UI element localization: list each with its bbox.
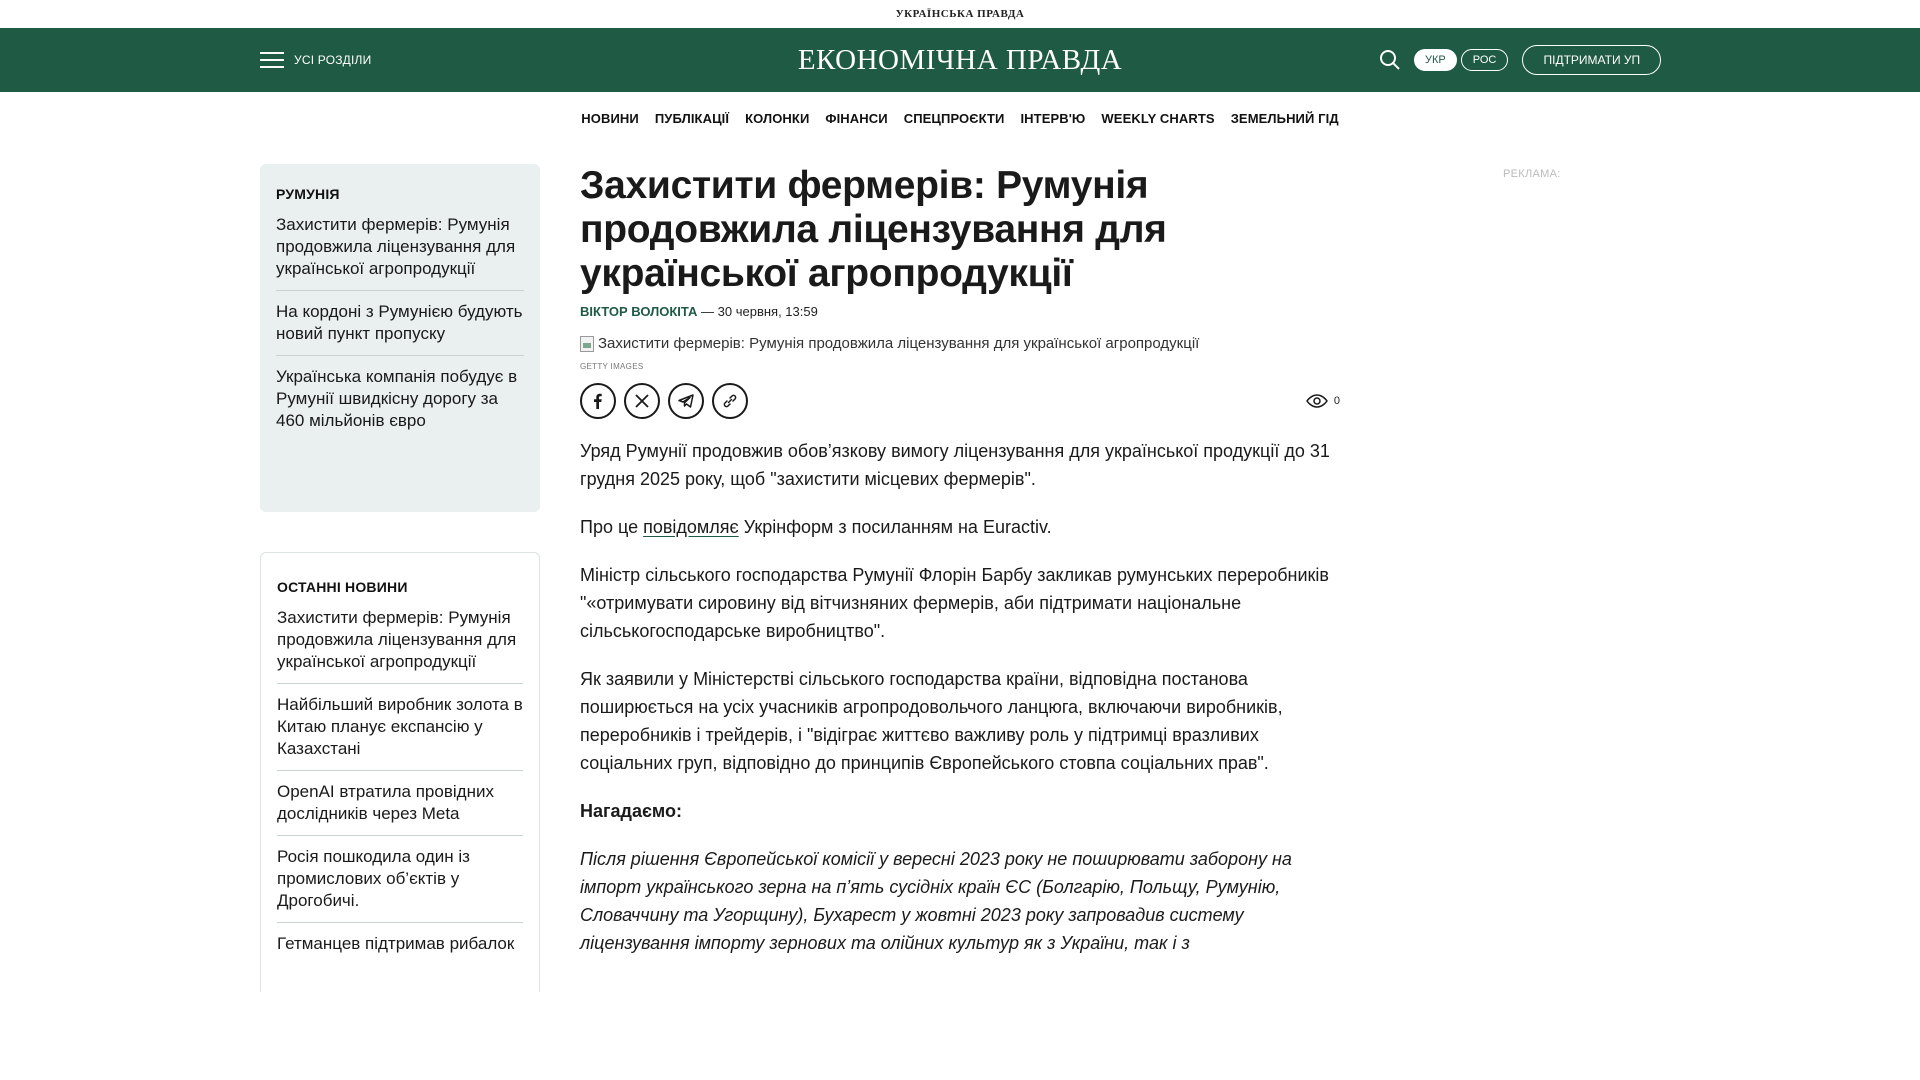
lang-ros[interactable]: РОС xyxy=(1461,49,1509,71)
list-item[interactable]: Росія пошкодила один із промислових об’єктів у Дрогобичі. xyxy=(277,836,523,923)
list-item[interactable]: Гетманцев підтримав рибалок xyxy=(277,934,515,953)
list-item[interactable]: На кордоні з Румунією будують новий пункт пропуску xyxy=(276,291,524,356)
article-meta xyxy=(580,304,1340,319)
support-button[interactable]: ПІДТРИМАТИ УП xyxy=(1522,45,1661,75)
nav-item-special-projects[interactable]: СПЕЦПРОЄКТИ xyxy=(903,110,1005,126)
paragraph xyxy=(580,513,1340,541)
facebook-icon xyxy=(590,393,606,409)
header-actions xyxy=(1378,28,1661,92)
latest-news-box xyxy=(260,552,540,992)
list-item[interactable]: OpenAI втратила провідних дослідників через Meta xyxy=(277,771,523,836)
main-nav xyxy=(0,97,1920,139)
lang-ukr[interactable]: УКР xyxy=(1414,49,1457,71)
views-counter xyxy=(1306,383,1340,419)
telegram-share-button[interactable] xyxy=(668,383,704,419)
site-header xyxy=(0,28,1920,92)
up-logo[interactable]: УКРАЇНСЬКА ПРАВДА xyxy=(895,8,1025,20)
search-icon[interactable] xyxy=(1378,48,1402,72)
list-item[interactable]: Найбільший виробник золота в Китаю планує експансію у Казахстані xyxy=(277,684,523,771)
source-link[interactable]: повідомляє xyxy=(643,517,739,537)
hamburger-icon xyxy=(260,52,284,68)
all-sections-label: УСІ РОЗДІЛИ xyxy=(294,53,372,67)
x-icon xyxy=(634,393,650,409)
x-share-button[interactable] xyxy=(624,383,660,419)
list-item[interactable]: Українська компанія побудує в Румунії швидкісну дорогу за 460 мільйонів євро xyxy=(276,367,518,430)
views-count: 0 xyxy=(1333,395,1340,407)
top-bar xyxy=(0,0,1920,28)
all-sections-button[interactable] xyxy=(260,28,371,92)
nav-item-interview[interactable]: ІНТЕРВ'Ю xyxy=(1020,110,1086,126)
broken-image-icon xyxy=(580,336,594,352)
latest-news-list xyxy=(277,607,523,965)
paragraph: Після рішення Європейської комісії у вересні 2023 року не поширювати заборону на імпорт українського зерна на п’ять сусідніх країн ЄС (Болгарію, Польщу, Румунію, Словаччину та Угорщину), Бухарест у жовтні 2023 року запровадив систему ліцензування імпорту зернових та олійних культур як з України, так і з xyxy=(580,849,1292,953)
article-body xyxy=(580,437,1340,957)
eye-icon xyxy=(1306,394,1328,408)
paragraph: Уряд Румунії продовжив обов’язкову вимогу ліцензування для української продукції до 31 грудня 2025 року, щоб "захистити місцевих фермерів". xyxy=(580,441,1330,489)
paragraph-text: Укрінформ з посиланням на Euractiv. xyxy=(738,517,1052,537)
link-icon xyxy=(721,392,739,410)
nav-item-publications[interactable]: ПУБЛІКАЦІЇ xyxy=(654,110,730,126)
nav-item-news[interactable]: НОВИНИ xyxy=(581,110,639,126)
tag-box-title[interactable]: РУМУНІЯ xyxy=(276,186,340,202)
paragraph: Міністр сільського господарства Румунії Флорін Барбу закликав румунських переробників "«отримувати сировину від вітчизняних фермерів, аби підтримати національне сільськогосподарське виробництво". xyxy=(580,565,1329,641)
ad-label: РЕКЛАМА: xyxy=(1503,168,1561,180)
image-credit: GETTY IMAGES xyxy=(580,362,644,371)
list-item[interactable]: Захистити фермерів: Румунія продовжила ліцензування для української агропродукції xyxy=(276,214,524,291)
romania-tag-box xyxy=(260,164,540,512)
paragraph-text: Про це xyxy=(580,517,644,537)
nav-item-columns[interactable]: КОЛОНКИ xyxy=(745,110,810,126)
copy-link-button[interactable] xyxy=(712,383,748,419)
article-date: — 30 червня, 13:59 xyxy=(701,304,818,319)
tag-box-list xyxy=(276,214,524,442)
viewport-bottom xyxy=(0,992,1920,1080)
article xyxy=(580,164,1340,977)
share-row xyxy=(580,383,1340,419)
telegram-icon xyxy=(677,392,695,410)
facebook-share-button[interactable] xyxy=(580,383,616,419)
article-image xyxy=(580,335,1340,352)
latest-news-title[interactable]: ОСТАННІ НОВИНИ xyxy=(277,579,408,595)
author-link[interactable]: ВІКТОР ВОЛОКІТА xyxy=(580,304,698,319)
paragraph: Як заявили у Міністерстві сільського господарства країни, відповідна постанова поширюється на усіх учасників агропродовольчого ланцюга, включаючи виробників, переробників і трейдерів, і "відіграє життєво важливу роль у підтримці вразливих соціальних груп, відповідно до принципів Європейського стовпа соціальних прав". xyxy=(580,669,1283,773)
reminder-heading: Нагадаємо: xyxy=(580,801,682,821)
image-alt-text: Захистити фермерів: Румунія продовжила ліцензування для української агропродукції xyxy=(598,335,1200,352)
nav-item-land-guide[interactable]: ЗЕМЕЛЬНИЙ ГІД xyxy=(1230,110,1339,126)
nav-item-finance[interactable]: ФІНАНСИ xyxy=(825,110,888,126)
nav-item-weekly-charts[interactable]: WEEKLY CHARTS xyxy=(1101,110,1215,126)
article-title: Захистити фермерів: Румунія продовжила ліцензування для української агропродукції xyxy=(580,164,1167,295)
list-item[interactable]: Захистити фермерів: Румунія продовжила ліцензування для української агропродукції xyxy=(277,607,523,684)
brand-logo[interactable]: ЕКОНОМІЧНА ПРАВДА xyxy=(797,44,1123,76)
